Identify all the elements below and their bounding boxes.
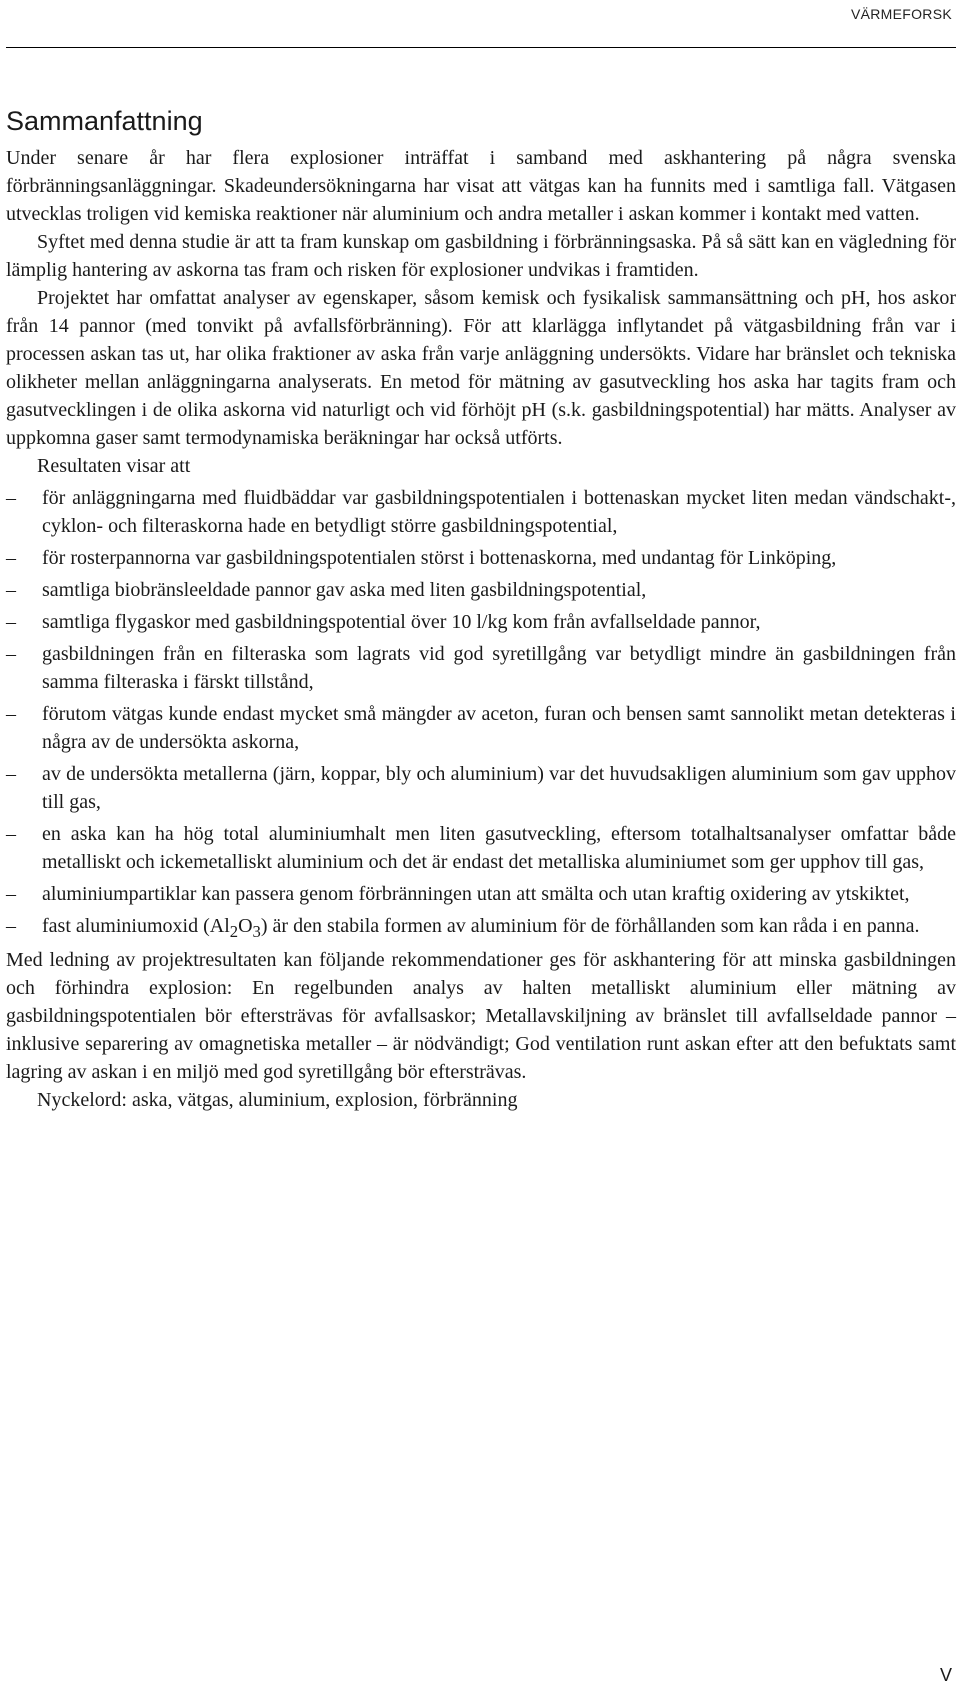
dash-bullet: – [6, 547, 16, 569]
paragraph-background: Under senare år har flera explosioner inträffat i samband med askhantering på några svenska förbränningsanläggningar. Skadeundersökningarna har visat att vätgas kan ha funnits med i samtliga fall. Vätgasen utvecklas troligen vid kemiska reaktioner när aluminium och andra metaller i askan kommer i kontakt med vatten. [6, 147, 956, 225]
dash-bullet: – [6, 643, 16, 665]
list-item: – samtliga flygaskor med gasbildningspotential över 10 l/kg kom från avfallseldade pannor, [6, 608, 956, 636]
findings-list [6, 484, 956, 946]
dash-bullet: – [6, 703, 16, 725]
dash-bullet: – [6, 763, 16, 785]
header-label: VÄRMEFORSK [850, 6, 952, 22]
list-item: – aluminiumpartiklar kan passera genom förbränningen utan att smälta och utan kraftig oxidering av ytskiktet, [6, 880, 956, 908]
dash-bullet: – [6, 487, 16, 509]
dash-bullet: – [6, 883, 16, 905]
list-item: – av de undersökta metallerna (järn, koppar, bly och aluminium) var det huvudsakligen aluminium som gav upphov till gas, [6, 760, 956, 816]
keywords: Nyckelord: aska, vätgas, aluminium, explosion, förbränning [37, 1089, 518, 1111]
document-body [6, 104, 956, 1114]
paragraph-purpose: Syftet med denna studie är att ta fram kunskap om gasbildning i förbränningsaska. På så sätt kan en vägledning för lämplig hantering av askorna tas fram och risken för explosioner undvikas i framtiden. [6, 231, 956, 281]
list-item: – samtliga biobränsleeldade pannor gav aska med liten gasbildningspotential, [6, 576, 956, 604]
dash-bullet: – [6, 823, 16, 845]
results-intro: Resultaten visar att [37, 455, 191, 477]
dash-bullet: – [6, 611, 16, 633]
list-item: – förutom vätgas kunde endast mycket små mängder av aceton, furan och bensen samt sannolikt metan detekteras i några av de undersökta askorna, [6, 700, 956, 756]
dash-bullet: – [6, 915, 16, 937]
header-divider [6, 47, 956, 48]
list-item: – gasbildningen från en filteraska som lagrats vid god syretillgång var betydligt mindre än gasbildningen från samma filteraska i färskt tillstånd, [6, 640, 956, 696]
dash-bullet: – [6, 579, 16, 601]
list-item: – en aska kan ha hög total aluminiumhalt men liten gasutveckling, eftersom totalhaltsanalyser omfattar både metalliskt och ickemetalliskt aluminium och det är endast det metalliska aluminiumet som ger upphov till gas, [6, 820, 956, 876]
paragraph-method: Projektet har omfattat analyser av egenskaper, såsom kemisk och fysikalisk sammansättning och pH, hos askor från 14 pannor (med tonvikt på avfallsförbränning). För att klarlägga inflytandet på vätgasbildning från var i processen askan tas ut, har olika fraktioner av aska från varje anläggning undersökts. Vidare har bränslet och tekniska olikheter mellan anläggningarna analyserats. En metod för mätning av gasutveckling hos aska har tagits fram och gasutvecklingen i de olika askorna vid naturligt och vid förhöjt pH (s.k. gasbildningspotential) har mätts. Analyser av uppkomna gaser samt termodynamiska beräkningar har också utförts. [6, 287, 956, 449]
page-number: V [939, 1665, 952, 1685]
paragraph-recommendation: Med ledning av projektresultaten kan följande rekommendationer ges för askhantering för att minska gasbildningen och förhindra explosion: En regelbunden analys av halten metalliskt aluminium eller mätning av gasbildningspotentialen bör eftersträvas för avfallsaskor; Metallavskiljning av bränslet till avfallseldade pannor – inklusive separering av omagnetiska metaller – är nödvändigt; God ventilation runt askan efter att den befuktats samt lagring av askan i en miljö med god syretillgång bör eftersträvas. [6, 949, 956, 1083]
list-item: – för rosterpannorna var gasbildningspotentialen störst i bottenaskorna, med undantag för Linköping, [6, 544, 956, 572]
list-item: – för anläggningarna med fluidbäddar var gasbildningspotentialen i bottenaskan mycket liten medan vändschakt-, cyklon- och filteraskorna hade en betydligt större gasbildningspotential, [6, 484, 956, 540]
section-title: Sammanfattning [6, 106, 203, 136]
list-item: – fast aluminiumoxid $(Al_2O_3)$ är den stabila formen av aluminium för de förhållanden som kan råda i en panna. [6, 912, 956, 946]
